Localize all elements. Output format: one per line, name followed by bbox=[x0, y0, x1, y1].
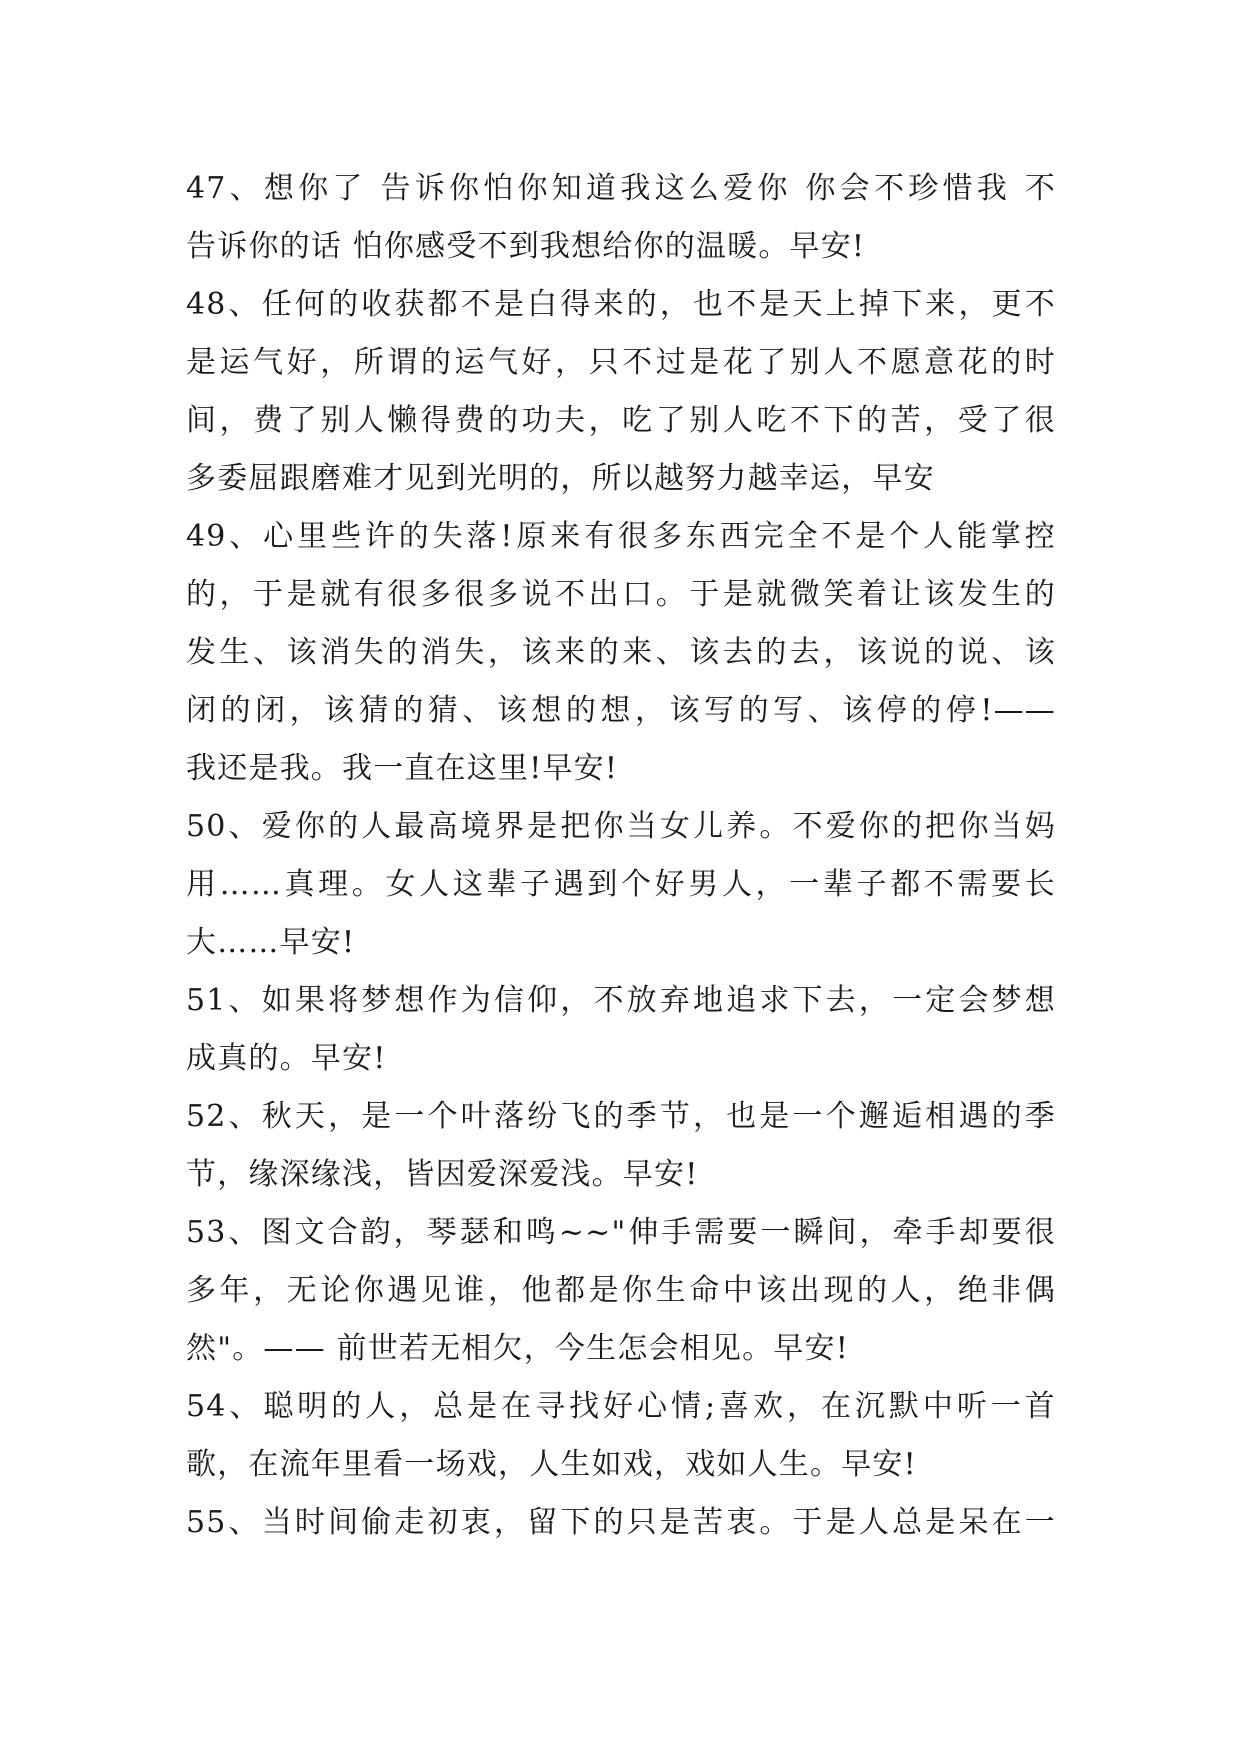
text-line: 是运气好，所谓的运气好，只不过是花了别人不愿意花的时 bbox=[186, 345, 1056, 380]
text-line: 发生、该消失的消失，该来的来、该去的去，该说的说、该 bbox=[186, 635, 1056, 670]
text-line: 用……真理。女人这辈子遇到个好男人，一辈子都不需要长 bbox=[186, 867, 1056, 902]
text-line: 成真的。早安! bbox=[186, 1041, 387, 1076]
text-line: 告诉你的话 怕你感受不到我想给你的温暖。早安! bbox=[186, 229, 866, 264]
text-line: 我还是我。我一直在这里!早安! bbox=[186, 751, 619, 786]
text-line: 47、想你了 告诉你怕你知道我这么爱你 你会不珍惜我 不 bbox=[186, 171, 1056, 206]
text-line: 歌，在流年里看一场戏，人生如戏，戏如人生。早安! bbox=[186, 1447, 917, 1482]
text-line: 闭的闭，该猜的猜、该想的想，该写的写、该停的停!—— bbox=[186, 693, 1056, 728]
text-line: 然"。—— 前世若无相欠，今生怎会相见。早安! bbox=[186, 1331, 849, 1366]
text-line: 48、任何的收获都不是白得来的，也不是天上掉下来，更不 bbox=[186, 287, 1056, 322]
text-line: 51、如果将梦想作为信仰，不放弃地追求下去，一定会梦想 bbox=[186, 983, 1056, 1018]
text-line: 55、当时间偷走初衷，留下的只是苦衷。于是人总是呆在一 bbox=[186, 1505, 1056, 1540]
text-line: 52、秋天，是一个叶落纷飞的季节，也是一个邂逅相遇的季 bbox=[186, 1099, 1056, 1134]
text-line: 49、心里些许的失落!原来有很多东西完全不是个人能掌控 bbox=[186, 519, 1056, 554]
text-line: 的，于是就有很多很多说不出口。于是就微笑着让该发生的 bbox=[186, 577, 1056, 612]
text-line: 54、聪明的人，总是在寻找好心情;喜欢，在沉默中听一首 bbox=[186, 1389, 1056, 1424]
document-body bbox=[186, 160, 1056, 1552]
text-line: 多委屈跟磨难才见到光明的，所以越努力越幸运，早安 bbox=[186, 461, 935, 496]
text-line: 50、爱你的人最高境界是把你当女儿养。不爱你的把你当妈 bbox=[186, 809, 1056, 844]
text-line: 大……早安! bbox=[186, 925, 356, 960]
text-line: 53、图文合韵，琴瑟和鸣~~"伸手需要一瞬间，牵手却要很 bbox=[186, 1215, 1056, 1250]
text-line: 间，费了别人懒得费的功夫，吃了别人吃不下的苦，受了很 bbox=[186, 403, 1056, 438]
text-line: 多年，无论你遇见谁，他都是你生命中该出现的人，绝非偶 bbox=[186, 1273, 1056, 1308]
text-line: 节，缘深缘浅，皆因爱深爱浅。早安! bbox=[186, 1157, 699, 1192]
